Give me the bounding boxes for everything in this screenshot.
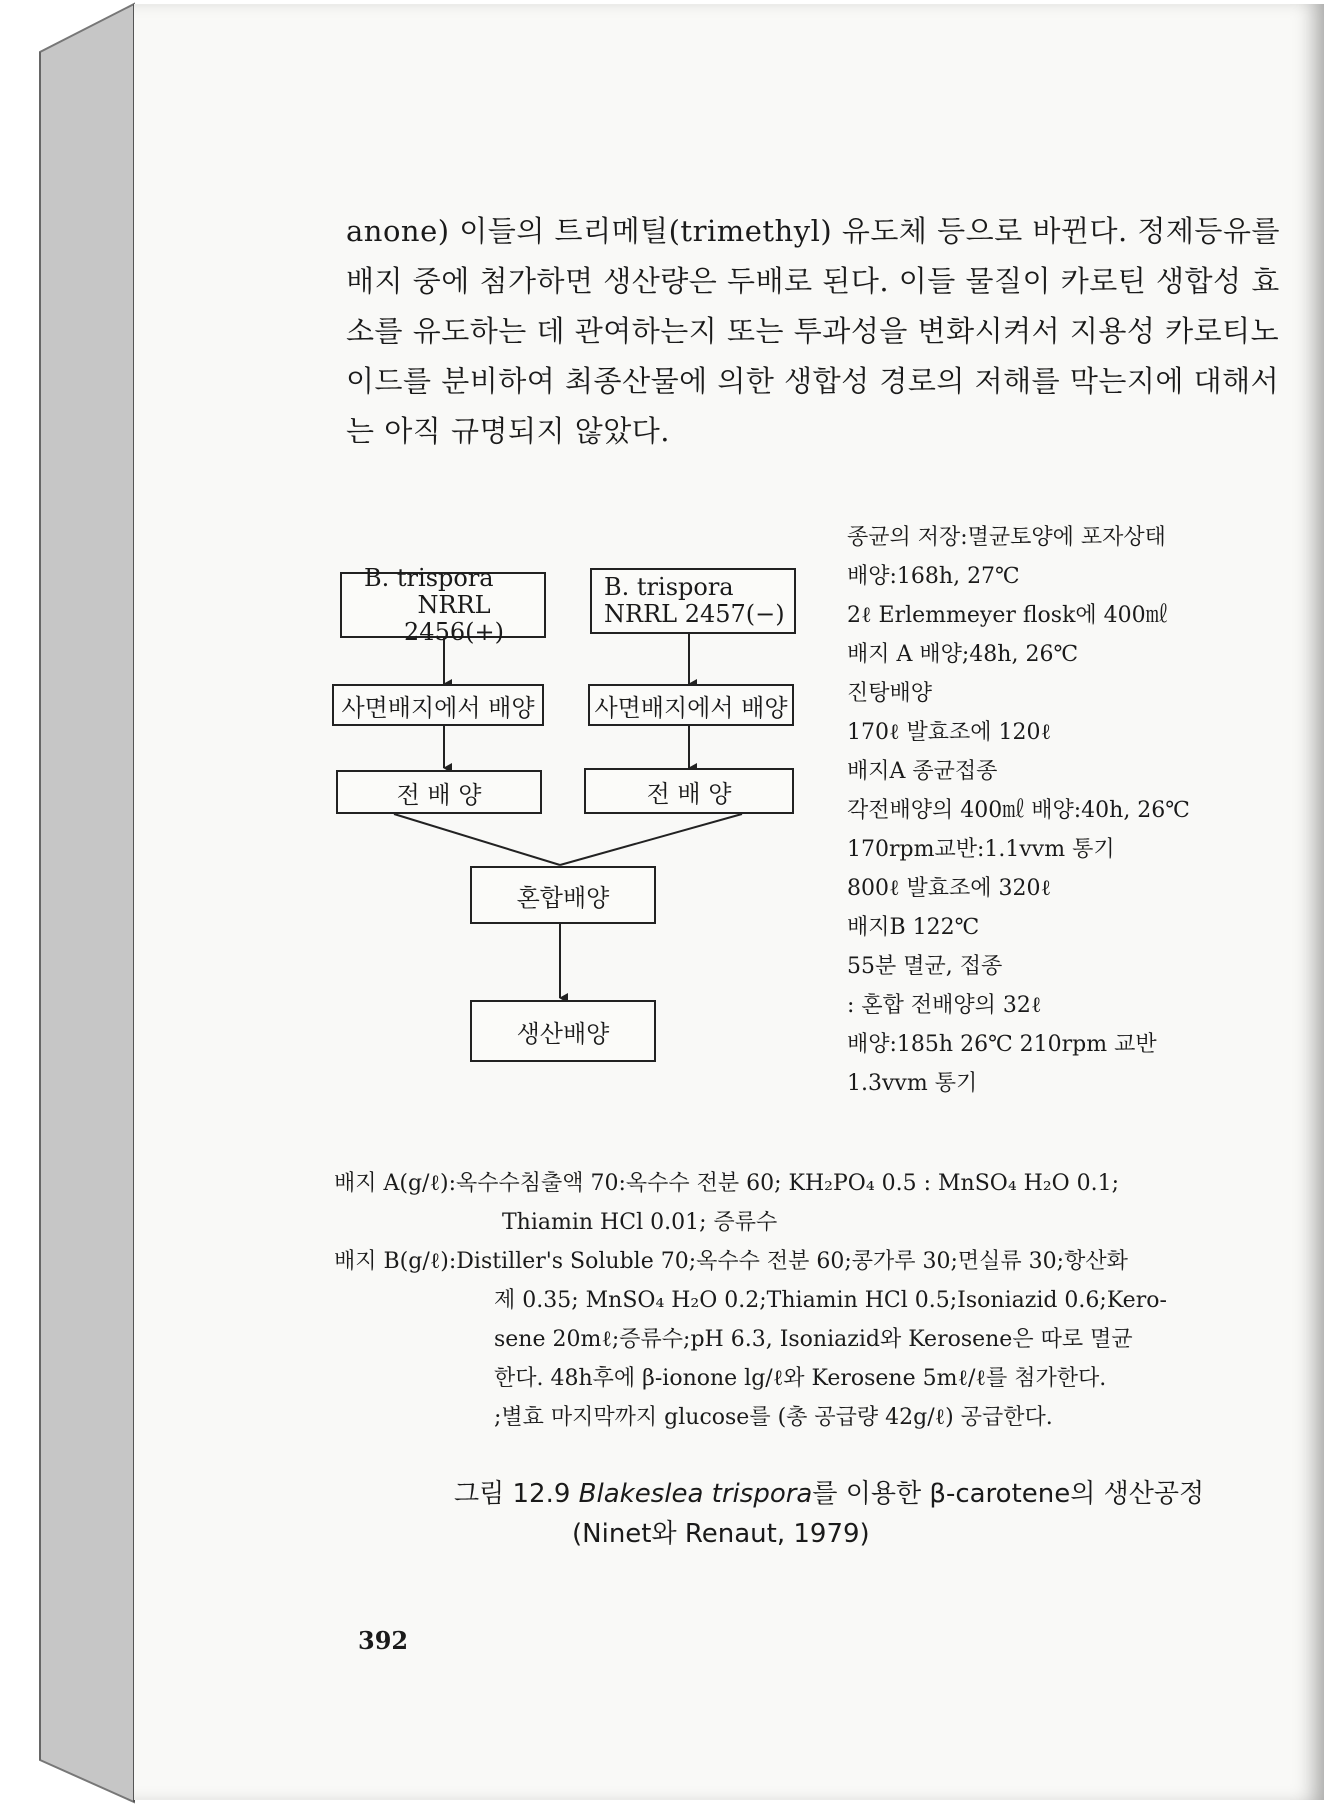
production-culture-label: 생산배양	[516, 1019, 610, 1048]
caption-prefix: 그림 12.9	[454, 1479, 579, 1509]
note-line: 170ℓ 발효조에 120ℓ	[847, 720, 1052, 745]
note-line: 800ℓ 발효조에 320ℓ	[847, 876, 1052, 901]
strain-right-code: NRRL 2457(−)	[604, 600, 785, 628]
note-line: 진탕배양	[847, 681, 933, 706]
strain-box-right	[590, 568, 796, 634]
note-line: 배양:168h, 27℃	[847, 564, 1020, 589]
preculture-box-left	[336, 770, 542, 814]
note-line: 2ℓ Erlemmeyer flosk에 400㎖	[847, 603, 1168, 628]
media-composition	[334, 1164, 1234, 1437]
strain-right-name: B. trispora	[604, 573, 734, 601]
caption-line-1	[454, 1474, 1234, 1514]
medium-b-line: 한다. 48h후에 β-ionone lg/ℓ와 Kerosene 5mℓ/ℓ를 첨가한다.	[494, 1366, 1107, 1391]
note-line: 각전배양의 400㎖ 배양:40h, 26℃	[847, 798, 1190, 823]
page-number: 392	[358, 1626, 409, 1655]
note-line: 배양:185h 26℃ 210rpm 교반	[847, 1032, 1157, 1057]
paragraph-line: 배지 중에 첨가하면 생산량은 두배로 된다. 이들 물질이 카로틴 생합성 효	[346, 264, 1280, 298]
paragraph-line: 이드를 분비하여 최종산물에 의한 생합성 경로의 저해를 막는지에 대해서	[346, 364, 1280, 398]
caption-suffix: 를 이용한 β-carotene의 생산공정	[812, 1479, 1205, 1509]
medium-b-line: 배지 B(g/ℓ):Distiller's Soluble 70;옥수수 전분 60;콩가루 30;면실류 30;항산화	[334, 1249, 1128, 1274]
paragraph-line: 소를 유도하는 데 관여하는지 또는 투과성을 변화시켜서 지용성 카로티노	[346, 314, 1280, 348]
note-line: 종균의 저장:멸균토양에 포자상태	[847, 525, 1166, 550]
strain-left-code: NRRL 2456(+)	[404, 590, 504, 646]
production-culture-box	[470, 1000, 656, 1062]
figure-caption	[454, 1474, 1234, 1554]
medium-a-line: Thiamin HCl 0.01; 증류수	[502, 1210, 778, 1235]
paragraph-line: anone) 이들의 트리메틸(trimethyl) 유도체 등으로 바뀐다. 정제등유를	[346, 214, 1280, 248]
slant-left-label: 사면배지에서 배양	[341, 693, 535, 722]
merge-line-left	[394, 814, 560, 865]
strain-box-left	[340, 563, 546, 646]
mixed-culture-label: 혼합배양	[516, 883, 610, 912]
note-line: 배지A 종균접종	[847, 759, 998, 784]
note-line: 배지B 122℃	[847, 915, 980, 940]
paragraph-line: 는 아직 규명되지 않았다.	[346, 414, 671, 448]
mixed-culture-box	[470, 866, 656, 924]
preculture-left-label: 전 배 양	[396, 780, 482, 809]
slant-culture-box-right	[588, 684, 794, 726]
medium-a-line: 배지 A(g/ℓ):옥수수침출액 70:옥수수 전분 60; KH₂PO₄ 0.5 : MnSO₄ H₂O 0.1;	[334, 1171, 1120, 1196]
preculture-right-label: 전 배 양	[646, 779, 732, 808]
note-line: 55분 멸균, 접종	[847, 954, 1003, 979]
medium-b-line: 제 0.35; MnSO₄ H₂O 0.2;Thiamin HCl 0.5;Isoniazid 0.6;Kero-	[494, 1288, 1167, 1313]
note-line: 1.3vvm 통기	[847, 1071, 978, 1096]
merge-line-right	[560, 814, 742, 865]
slant-right-label: 사면배지에서 배양	[594, 693, 788, 722]
slant-culture-box-left	[332, 684, 544, 726]
strain-left-name: B. trispora	[364, 563, 494, 592]
medium-b-line: sene 20mℓ;증류수;pH 6.3, Isoniazid와 Kerosene은 따로 멸균	[494, 1327, 1133, 1352]
note-line: 170rpm교반:1.1vvm 통기	[847, 837, 1115, 862]
process-notes	[847, 518, 1217, 1103]
medium-b-line: ;별효 마지막까지 glucose를 (총 공급량 42g/ℓ) 공급한다.	[494, 1405, 1053, 1430]
caption-species: Blakeslea trispora	[578, 1479, 813, 1509]
caption-citation: (Ninet와 Renaut, 1979)	[572, 1519, 870, 1549]
note-line: : 혼합 전배양의 32ℓ	[847, 993, 1042, 1018]
preculture-box-right	[584, 768, 794, 814]
note-line: 배지 A 배양;48h, 26℃	[847, 642, 1079, 667]
